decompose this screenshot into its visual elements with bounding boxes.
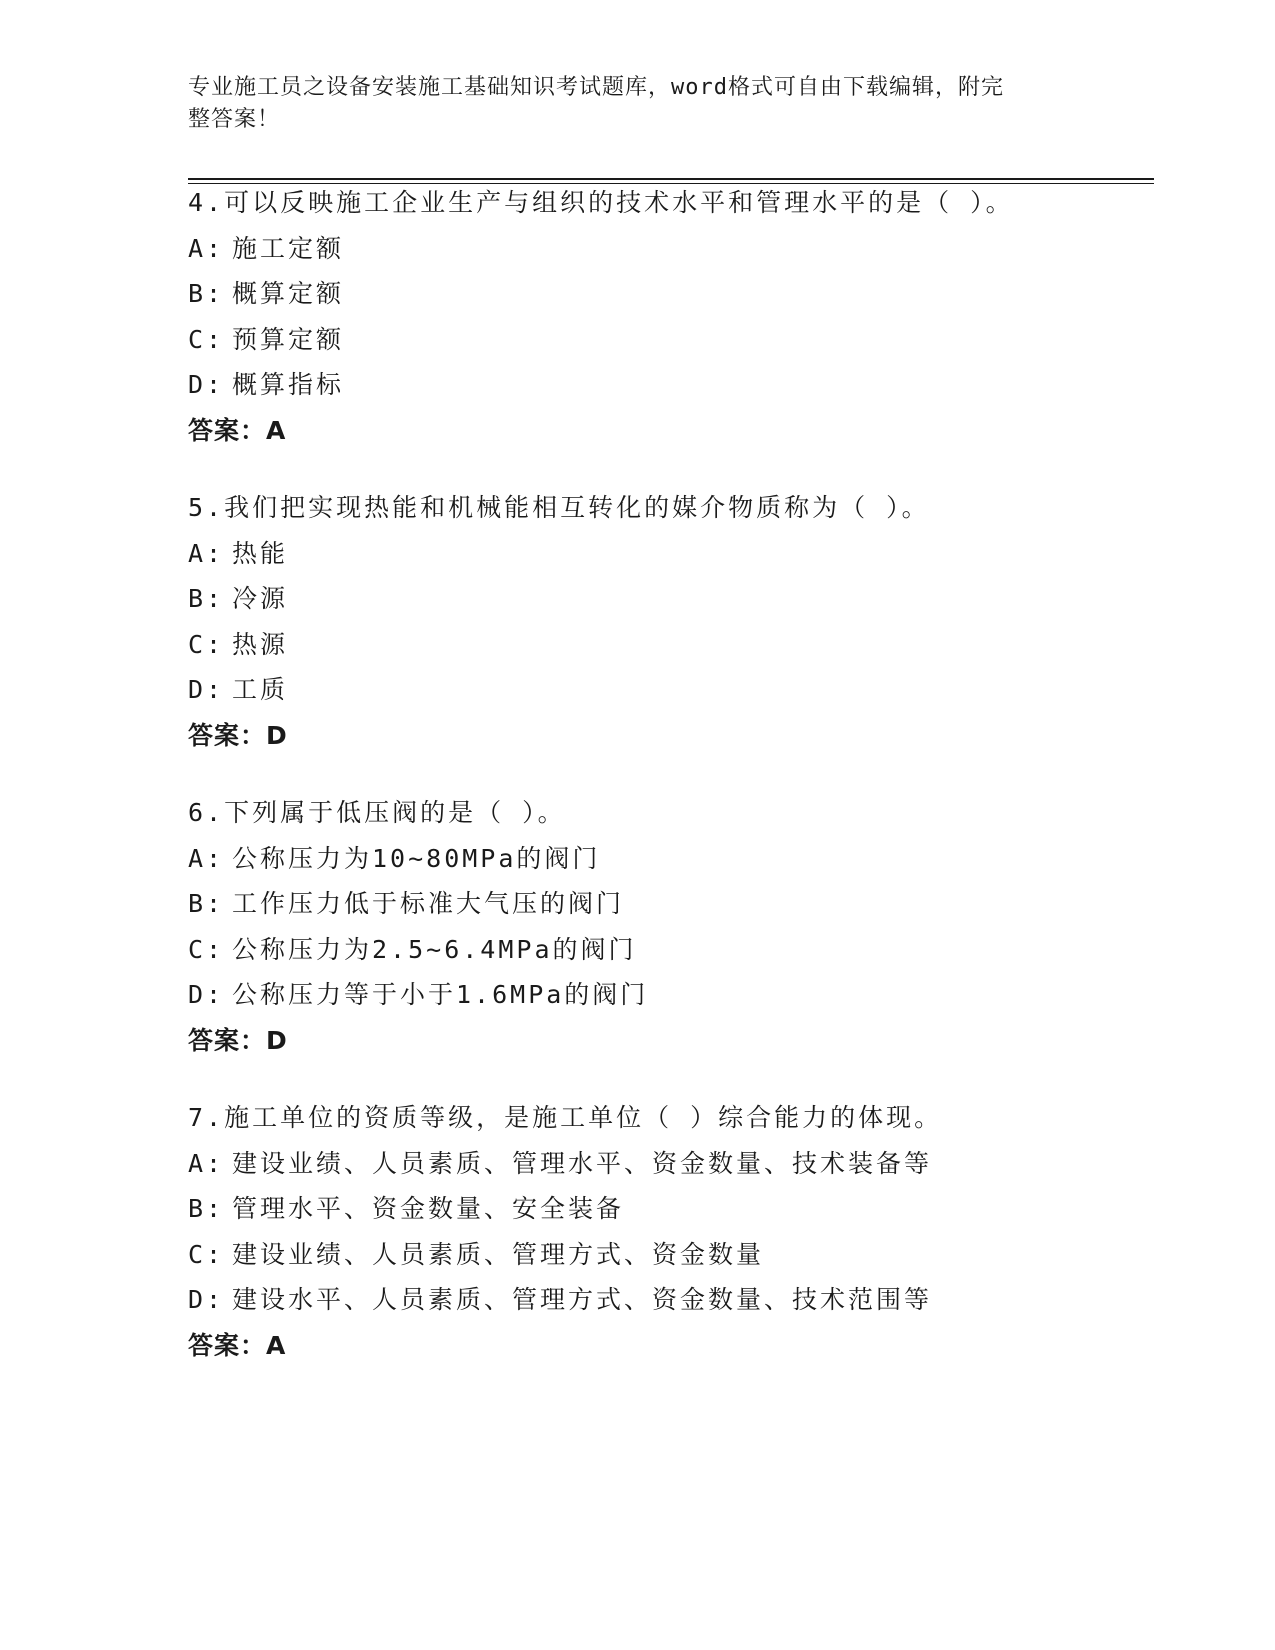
option-text: 建设业绩、人员素质、管理水平、资金数量、技术装备等 <box>232 1148 933 1178</box>
option-text: 预算定额 <box>232 324 345 354</box>
option-a <box>188 1141 1148 1187</box>
option-letter: B: <box>188 889 225 919</box>
question-block <box>188 485 1148 759</box>
option-text: 公称压力为2.5~6.4MPa的阀门 <box>232 934 637 964</box>
option-letter: D: <box>188 675 225 705</box>
option-text: 热源 <box>232 629 289 659</box>
option-a <box>188 226 1148 272</box>
option-letter: C: <box>188 934 225 964</box>
answer-line: 答案：A <box>188 1330 287 1360</box>
question-stem: 5.我们把实现热能和机械能相互转化的媒介物质称为（ ）。 <box>188 493 930 522</box>
option-c <box>188 927 1148 973</box>
option-letter: C: <box>188 1239 225 1269</box>
option-d <box>188 972 1148 1018</box>
option-text: 管理水平、资金数量、安全装备 <box>232 1194 625 1224</box>
option-text: 建设水平、人员素质、管理方式、资金数量、技术范围等 <box>232 1285 933 1315</box>
option-d <box>188 362 1148 408</box>
option-b <box>188 881 1148 927</box>
option-letter: B: <box>188 584 225 614</box>
option-letter: C: <box>188 324 225 354</box>
option-c <box>188 622 1148 668</box>
header-line-2: 整答案！ <box>188 107 281 132</box>
option-letter: B: <box>188 1194 225 1224</box>
option-c <box>188 1232 1148 1278</box>
answer-line: 答案：D <box>188 720 288 750</box>
option-letter: D: <box>188 370 225 400</box>
option-d <box>188 667 1148 713</box>
option-b <box>188 271 1148 317</box>
option-letter: C: <box>188 629 225 659</box>
option-text: 公称压力为10~80MPa的阀门 <box>232 843 601 873</box>
option-letter: D: <box>188 1285 225 1315</box>
option-text: 概算指标 <box>232 370 345 400</box>
question-stem: 4.可以反映施工企业生产与组织的技术水平和管理水平的是（ ）。 <box>188 188 1014 217</box>
option-text: 冷源 <box>232 584 289 614</box>
option-letter: A: <box>188 843 225 873</box>
option-b <box>188 576 1148 622</box>
option-text: 热能 <box>232 538 289 568</box>
option-d <box>188 1277 1148 1323</box>
option-text: 公称压力等于小于1.6MPa的阀门 <box>232 980 649 1010</box>
answer-line: 答案：D <box>188 1025 288 1055</box>
option-c <box>188 317 1148 363</box>
option-text: 工质 <box>232 675 289 705</box>
question-stem: 6.下列属于低压阀的是（ ）。 <box>188 798 566 827</box>
option-letter: A: <box>188 233 225 263</box>
option-text: 建设业绩、人员素质、管理方式、资金数量 <box>232 1239 765 1269</box>
option-b <box>188 1186 1148 1232</box>
option-text: 工作压力低于标准大气压的阀门 <box>232 889 625 919</box>
option-a <box>188 531 1148 577</box>
question-block <box>188 180 1148 454</box>
answer-line: 答案：A <box>188 415 287 445</box>
option-a <box>188 836 1148 882</box>
question-block <box>188 790 1148 1064</box>
document-header <box>188 72 1068 136</box>
option-letter: B: <box>188 279 225 309</box>
option-text: 施工定额 <box>232 233 345 263</box>
question-block <box>188 1095 1148 1369</box>
option-letter: A: <box>188 1148 225 1178</box>
option-letter: D: <box>188 980 225 1010</box>
header-line-1: 专业施工员之设备安装施工基础知识考试题库，word格式可自由下载编辑，附完 <box>188 75 1004 100</box>
option-letter: A: <box>188 538 225 568</box>
option-text: 概算定额 <box>232 279 345 309</box>
question-stem: 7.施工单位的资质等级，是施工单位（ ）综合能力的体现。 <box>188 1103 943 1132</box>
